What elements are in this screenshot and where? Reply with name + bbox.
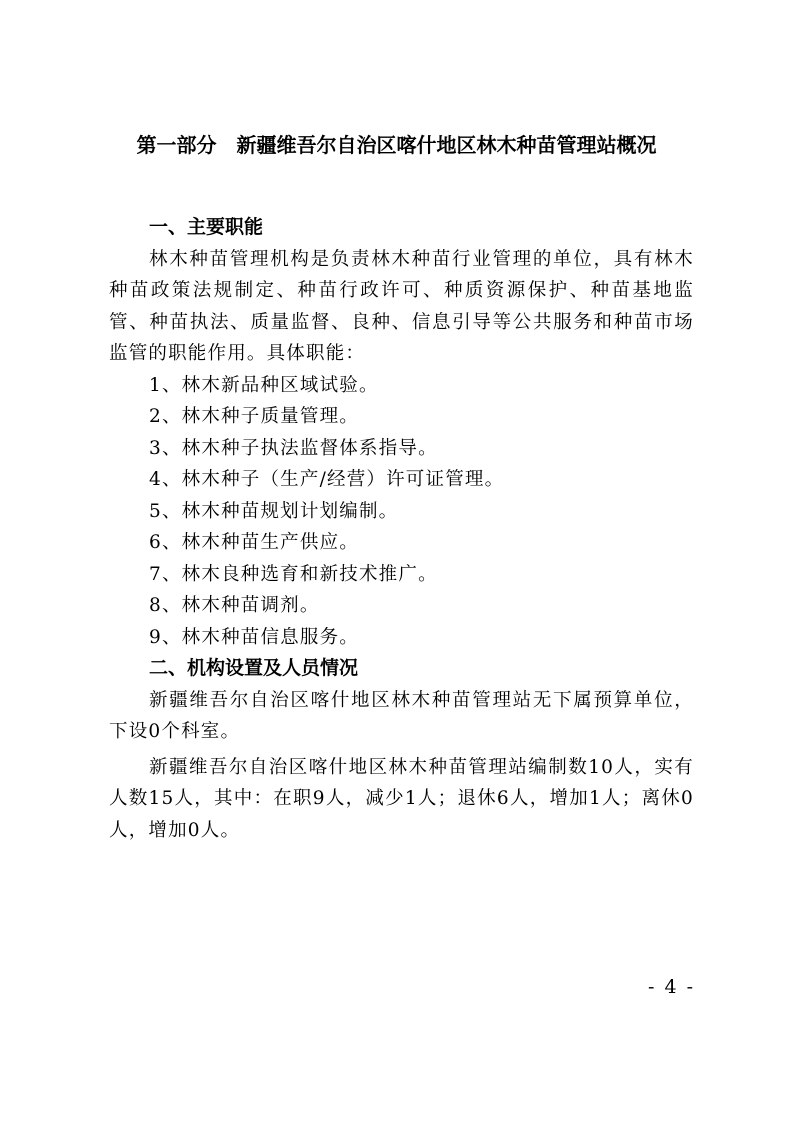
staff-paragraph: 新疆维吾尔自治区喀什地区林木种苗管理站编制数10人，实有人数15人，其中：在职9人，减少1人；退休6人，增加1人；离休0人，增加0人。 bbox=[109, 756, 694, 841]
list-item: 3、林木种子执法监督体系指导。 bbox=[149, 437, 438, 459]
document-body bbox=[109, 212, 694, 846]
list-item: 2、林木种子质量管理。 bbox=[149, 406, 359, 427]
section-heading-main-functions: 一、主要职能 bbox=[149, 216, 264, 238]
section-heading-organization-staff: 二、机构设置及人员情况 bbox=[149, 657, 359, 679]
list-item: 9、林木种苗信息服务。 bbox=[149, 626, 359, 648]
list-item: 1、林木新品种区域试验。 bbox=[149, 374, 379, 396]
list-item: 5、林木种苗规划计划编制。 bbox=[149, 500, 399, 522]
functions-list bbox=[109, 370, 694, 654]
functions-intro-paragraph: 林木种苗管理机构是负责林木种苗行业管理的单位，具有林木种苗政策法规制定、种苗行政许可、种质资源保护、种苗基地监管、种苗执法、质量监督、良种、信息引导等公共服务和种苗市场监管的职能作用。具体职能： bbox=[109, 248, 694, 364]
document-title: 第一部分 新疆维吾尔自治区喀什地区林木种苗管理站概况 bbox=[136, 133, 657, 157]
list-item: 7、林木良种选育和新技术推广。 bbox=[149, 563, 438, 585]
page-number: - 4 - bbox=[647, 976, 695, 998]
list-item: 6、林木种苗生产供应。 bbox=[149, 532, 359, 553]
organization-paragraph: 新疆维吾尔自治区喀什地区林木种苗管理站无下属预算单位，下设0个科室。 bbox=[109, 689, 694, 742]
list-item: 4、林木种子（生产/经营）许可证管理。 bbox=[149, 469, 505, 490]
list-item: 8、林木种苗调剂。 bbox=[149, 595, 320, 616]
